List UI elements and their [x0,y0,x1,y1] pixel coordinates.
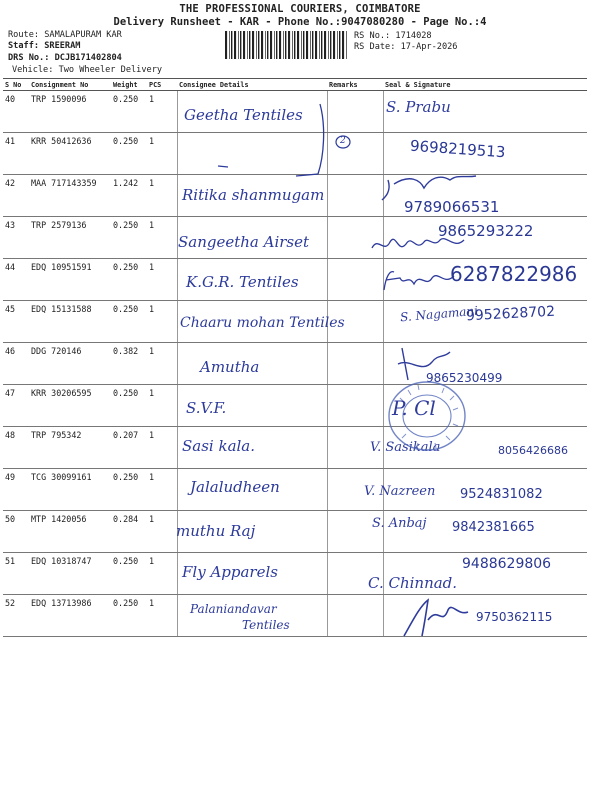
barcode-bar [319,31,320,59]
cell-pcs: 1 [147,133,177,175]
hw-phone-48: 8056426686 [498,444,568,457]
hw-signature-45: S. Nagamani [399,303,479,325]
cell-pcs: 1 [147,385,177,427]
barcode-bar [310,31,311,59]
hw-name-48: Sasi kala. [182,437,256,455]
cell-consignment: EDQ 10318747 [29,553,111,595]
hw-phone-46: 9865230499 [426,371,503,385]
barcode-bar [306,31,308,59]
runsheet-subtitle: Delivery Runsheet - KAR - Phone No.:9047080280 - Page No.:4 [113,16,487,28]
cell-sno: 44 [3,259,29,301]
barcode-bar [330,31,331,59]
col-sno: S No [3,79,29,91]
hw-phone-45: 9952628702 [465,303,556,325]
hw-name-51: Fly Apparels [182,563,278,581]
cell-weight: 0.250 [111,133,147,175]
hw-phone-44: 6287822986 [450,262,578,286]
cell-consignment: DDG 720146 [29,343,111,385]
barcode-bar [231,31,232,59]
hw-phone-49: 9524831082 [460,487,543,502]
col-consignment: Consignment No [29,79,111,91]
col-signature: Seal & Signature [383,79,587,91]
cell-consignment: EDQ 10951591 [29,259,111,301]
cell-pcs: 1 [147,595,177,637]
barcode-bar [337,31,338,59]
col-remarks: Remarks [327,79,383,91]
hw-name-44: K.G.R. Tentiles [186,273,299,291]
drs-value: DCJB171402804 [54,53,122,63]
barcode-bar [256,31,257,59]
barcode-bar [283,31,284,59]
cell-sno: 48 [3,427,29,469]
hw-signature-50: S. Anbaj [372,516,427,531]
cell-pcs: 1 [147,343,177,385]
cell-sno: 47 [3,385,29,427]
cell-consignment: EDQ 13713986 [29,595,111,637]
hw-name-40: Geetha Tentiles [184,106,303,124]
cell-consignment: TRP 2579136 [29,217,111,259]
hw-signature-40: S. Prabu [386,98,451,116]
staff-value: SREERAM [44,41,81,51]
barcode-bar [328,31,329,59]
cell-remarks [327,343,383,385]
cell-sno: 52 [3,595,29,637]
cell-consignment: MTP 1420056 [29,511,111,553]
barcode-bar [321,31,322,59]
cell-weight: 0.207 [111,427,147,469]
cell-remarks [327,385,383,427]
barcode-bar [294,31,295,59]
barcode-bar [249,31,250,59]
route-line: Route: SAMALAPURAM KAR [8,30,122,40]
barcode-bar [279,31,281,59]
hw-name-52a: Palaniandavar [190,602,277,616]
cell-pcs: 1 [147,553,177,595]
hw-signature-51: C. Chinnad. [368,574,458,592]
barcode-bar [261,31,263,59]
cell-weight: 0.250 [111,217,147,259]
barcode-bar [243,31,245,59]
barcode-bar [312,31,313,59]
col-consignee: Consignee Details [177,79,327,91]
cell-consignment: KRR 30206595 [29,385,111,427]
hw-signature-47: P. Cl [392,396,436,420]
staff-label: Staff: [8,41,40,51]
hw-phone-43: 9865293222 [438,222,534,240]
drs-label: DRS No.: [8,53,50,63]
hw-phone-50: 9842381665 [452,520,535,535]
barcode-bar [297,31,299,59]
cell-pcs: 1 [147,217,177,259]
vehicle-line: Vehicle: Two Wheeler Delivery [12,65,163,75]
barcode-bar [288,31,290,59]
barcode-bar [333,31,335,59]
barcode-bar [265,31,266,59]
cell-weight: 0.284 [111,511,147,553]
cell-sno: 49 [3,469,29,511]
barcode-bar [240,31,241,59]
barcode-bar [303,31,304,59]
hw-name-46: Amutha [200,358,260,376]
col-weight: Weight [111,79,147,91]
cell-weight: 0.250 [111,553,147,595]
hw-phone-42: 9789066531 [404,198,500,216]
hw-signature-48: V. Sasikala [370,440,441,455]
barcode-bar [346,31,347,59]
barcode-bar [285,31,286,59]
cell-remarks [327,259,383,301]
cell-pcs: 1 [147,511,177,553]
hw-name-47: S.V.F. [186,399,227,417]
hw-name-42: Ritika shanmugam [182,186,325,204]
hw-name-49: Jalaludheen [190,478,280,496]
barcode-bar [238,31,239,59]
barcode-bar [225,31,227,59]
barcode-bar [229,31,230,59]
cell-consignment: TCG 30099161 [29,469,111,511]
cell-remarks [327,595,383,637]
barcode-bar [342,31,344,59]
cell-weight: 1.242 [111,175,147,217]
barcode-bar [274,31,275,59]
barcode-bar [270,31,272,59]
hw-signature-49: V. Nazreen [364,484,436,499]
cell-consignment: MAA 717143359 [29,175,111,217]
rs-no: RS No.: 1714028 [354,31,432,41]
cell-sno: 51 [3,553,29,595]
hw-name-45: Chaaru mohan Tentiles [180,315,345,331]
rs-date: RS Date: 17-Apr-2026 [354,42,458,52]
cell-weight: 0.382 [111,343,147,385]
barcode [224,31,350,59]
cell-pcs: 1 [147,259,177,301]
barcode-bar [292,31,293,59]
barcode-bar [276,31,277,59]
cell-weight: 0.250 [111,301,147,343]
hw-name-50: muthu Raj [176,522,256,540]
barcode-bar [339,31,340,59]
barcode-bar [301,31,302,59]
cell-weight: 0.250 [111,469,147,511]
cell-sno: 45 [3,301,29,343]
cell-sno: 42 [3,175,29,217]
cell-consignment: KRR 50412636 [29,133,111,175]
barcode-bar [267,31,268,59]
cell-pcs: 1 [147,469,177,511]
hw-signature-52 [398,596,478,640]
hw-name-52b: Tentiles [242,618,290,632]
cell-pcs: 1 [147,91,177,133]
cell-sno: 43 [3,217,29,259]
hw-phone-52: 9750362115 [476,610,553,624]
cell-consignment: TRP 1590096 [29,91,111,133]
barcode-bar [315,31,317,59]
barcode-bar [258,31,259,59]
cell-consignment: EDQ 15131588 [29,301,111,343]
drs-line [8,53,122,63]
col-pcs: PCS [147,79,177,91]
barcode-bar [234,31,236,59]
table-header-row [3,79,587,91]
cell-sno: 46 [3,343,29,385]
hw-name-43: Sangeetha Airset [178,233,310,251]
cell-pcs: 1 [147,175,177,217]
cell-weight: 0.250 [111,385,147,427]
cell-pcs: 1 [147,427,177,469]
cell-weight: 0.250 [111,91,147,133]
barcode-bar [252,31,254,59]
hw-phone-51: 9488629806 [462,556,552,572]
barcode-bar [324,31,326,59]
hw-phone-41: 9698219513 [409,136,506,162]
company-title: THE PROFESSIONAL COURIERS, COIMBATORE [179,3,421,15]
cell-sno: 40 [3,91,29,133]
cell-pcs: 1 [147,301,177,343]
cell-consignment: TRP 795342 [29,427,111,469]
hw-remark-mark: 2 [340,136,346,146]
cell-sno: 50 [3,511,29,553]
barcode-bar [247,31,248,59]
cell-sno: 41 [3,133,29,175]
staff-line [8,41,80,51]
table-row [3,385,587,427]
cell-weight: 0.250 [111,595,147,637]
cell-weight: 0.250 [111,259,147,301]
